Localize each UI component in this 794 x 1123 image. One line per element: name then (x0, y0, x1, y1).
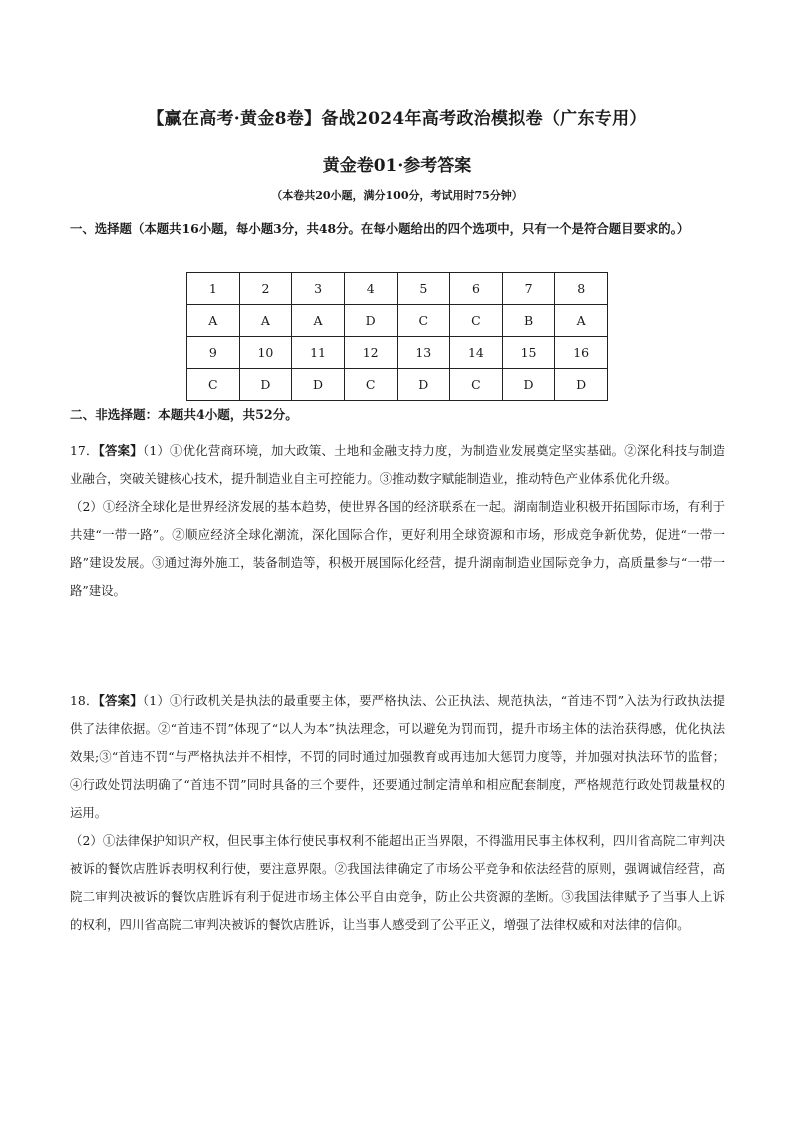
table-row (187, 337, 608, 369)
table-cell: D (502, 369, 555, 401)
question-number: 18． (70, 693, 99, 708)
question-17-answer (70, 437, 725, 605)
table-cell: 16 (555, 337, 608, 369)
table-cell: A (239, 305, 292, 337)
table-cell: 9 (187, 337, 240, 369)
exam-note: （本卷共20小题，满分100分，考试用时75分钟） (271, 189, 523, 202)
table-cell: A (187, 305, 240, 337)
table-cell: 8 (555, 273, 608, 305)
table-cell: 15 (502, 337, 555, 369)
table-cell: 11 (292, 337, 345, 369)
section1-heading: 一、选择题（本题共16小题，每小题3分，共48分。在每小题给出的四个选项中，只有一个是符合题目要求的。） (70, 221, 690, 236)
table-cell: C (450, 305, 503, 337)
table-cell: 1 (187, 273, 240, 305)
table-cell: A (555, 305, 608, 337)
table-cell: A (292, 305, 345, 337)
table-cell: 7 (502, 273, 555, 305)
answer-paragraph (70, 437, 725, 493)
answer-paragraph (70, 687, 725, 827)
table-cell: 12 (344, 337, 397, 369)
table-cell: D (344, 305, 397, 337)
table-cell: D (397, 369, 450, 401)
table-cell: B (502, 305, 555, 337)
table-cell: 5 (397, 273, 450, 305)
table-cell: 4 (344, 273, 397, 305)
answer-paragraph: （2）①经济全球化是世界经济发展的基本趋势，使世界各国的经济联系在一起。湖南制造业积极开拓国际市场，有利于共建“一带一路”。②顺应经济全球化潮流，深化国际合作，更好利用全球资源和市场，形成竞争新优势，促进“一带一路”建设发展。③通过海外施工，装备制造等，积极开展国际化经营，提升湖南制造业国际竞争力，高质量参与“一带一路”建设。 (70, 499, 725, 598)
table-cell: D (239, 369, 292, 401)
table-cell: 14 (450, 337, 503, 369)
table-cell: 13 (397, 337, 450, 369)
table-cell: D (555, 369, 608, 401)
table-row (187, 305, 608, 337)
page-title: 【赢在高考·黄金8卷】备战2024年高考政治模拟卷（广东专用） (147, 109, 647, 129)
table-cell: C (397, 305, 450, 337)
answer-paragraph: （2）①法律保护知识产权，但民事主体行使民事权利不能超出正当界限，不得滥用民事主体权利，四川省高院二审判决被诉的餐饮店胜诉表明权利行使，要注意界限。②我国法律确定了市场公平竞争和依法经营的原则，强调诚信经营，高院二审判决被诉的餐饮店胜诉有利于促进市场主体公平自由竞争，防止公共资源的垄断。③我国法律赋予了当事人上诉的权利，四川省高院二审判决被诉的餐饮店胜诉，让当事人感受到了公平正义，增强了法律权威和对法律的信仰。 (70, 833, 725, 932)
question-18-answer (70, 687, 725, 939)
answer-tag: 【答案】 (98, 693, 143, 708)
answer-text: （1）①行政机关是执法的最重要主体，要严格执法、公正执法、规范执法，“首违不罚”入法为行政执法提供了法律依据。②“首违不罚”体现了“以人为本”执法理念，可以避免为罚而罚，提升市场主体的法治获得感，优化执法效果;③“首违不罚“与严格执法并不相悖，不罚的同时通过加强教育或再违加大惩罚力度等，并加强对执法环节的监督；④行政处罚法明确了“首违不罚”同时具备的三个要件，还要通过制定清单和相应配套制度，严格规范行政处罚裁量权的运用。 (70, 693, 725, 820)
table-cell: C (344, 369, 397, 401)
table-cell: C (187, 369, 240, 401)
table-cell: 6 (450, 273, 503, 305)
answer-table (186, 272, 608, 401)
table-cell: 10 (239, 337, 292, 369)
table-cell: C (450, 369, 503, 401)
section2-heading: 二、非选择题：本题共4小题，共52分。 (70, 407, 298, 422)
table-row (187, 273, 608, 305)
page-subtitle: 黄金卷01·参考答案 (322, 156, 472, 176)
table-cell: 2 (239, 273, 292, 305)
question-number: 17． (70, 443, 99, 458)
table-row (187, 369, 608, 401)
table-cell: D (292, 369, 345, 401)
answer-text: （1）①优化营商环境，加大政策、土地和金融支持力度，为制造业发展奠定坚实基础。②深化科技与制造业融合，突破关键核心技术，提升制造业自主可控能力。③推动数字赋能制造业，推动特色产业体系优化升级。 (70, 443, 725, 486)
answer-tag: 【答案】 (98, 443, 143, 458)
table-cell: 3 (292, 273, 345, 305)
